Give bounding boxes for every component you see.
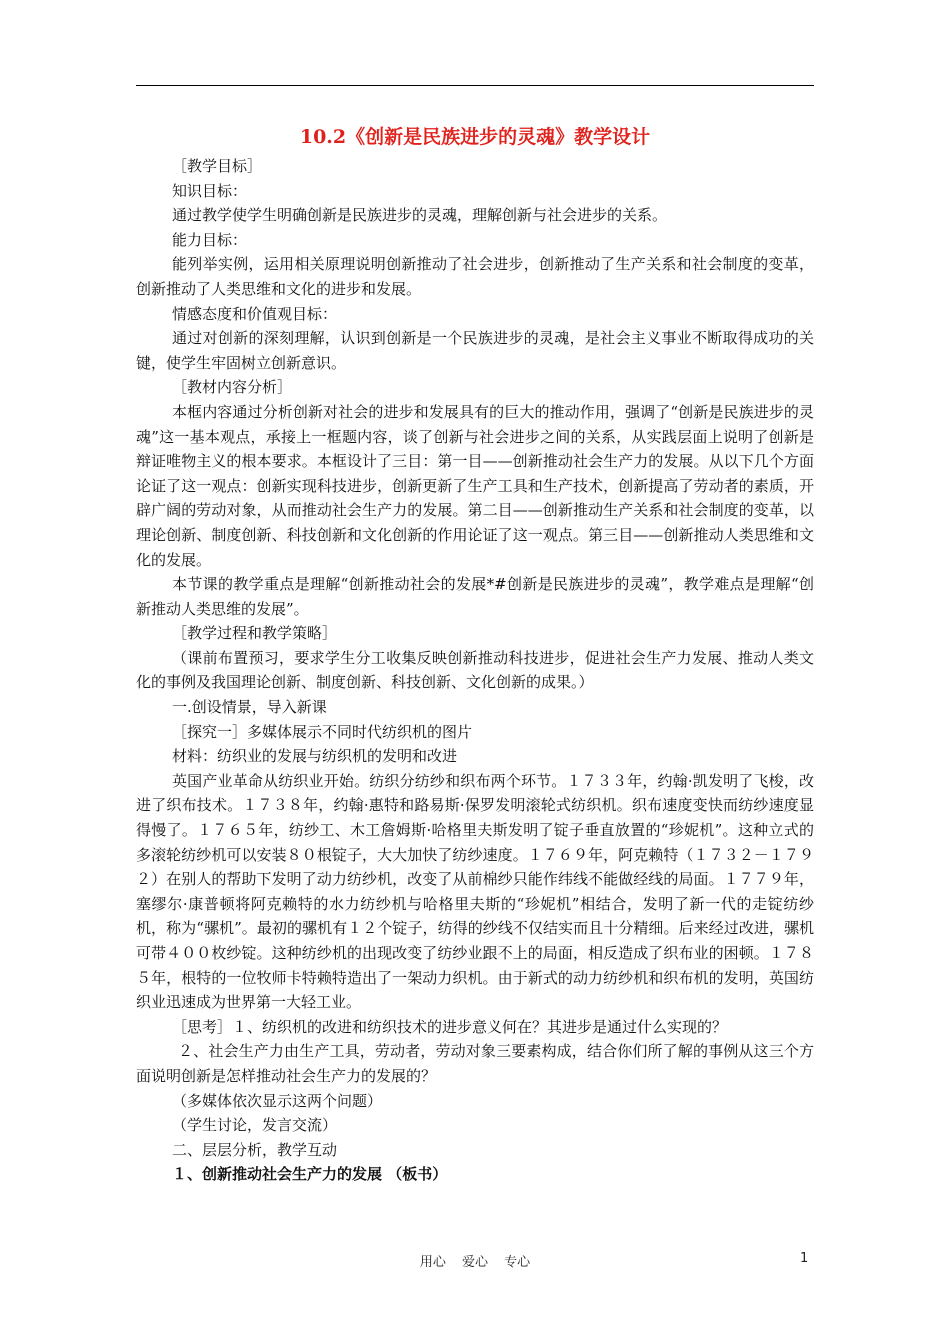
paragraph: （课前布置预习，要求学生分工收集反映创新推动科技进步，促进社会生产力发展、推动人类文化的事例及我国理论创新、制度创新、科技创新、文化创新的成果。） bbox=[136, 648, 814, 692]
footer-word-aixin: 爱心 bbox=[461, 1255, 488, 1270]
paragraph: ２、社会生产力由生产工具，劳动者，劳动对象三要素构成，结合你们所了解的事例从这三个方面说明创新是怎样推动社会生产力的发展的？ bbox=[136, 1042, 814, 1085]
footer-word-yongxin: 用心 bbox=[419, 1255, 446, 1270]
paragraph: １、创新推动社会生产力的发展 （板书） bbox=[172, 1165, 448, 1184]
paragraph: 情感态度和价值观目标： bbox=[172, 304, 338, 323]
document-body bbox=[136, 122, 814, 1187]
paragraph: 二、层层分析，教学互动 bbox=[172, 1140, 338, 1159]
paragraph: 材料：纺织业的发展与纺织机的发明和改进 bbox=[172, 747, 458, 766]
paragraph: 能列举实例，运用相关原理说明创新推动了社会进步，创新推动了生产关系和社会制度的变革，创新推动了人类思维和文化的进步和发展。 bbox=[136, 255, 814, 298]
document-title: 10.2《创新是民族进步的灵魂》教学设计 bbox=[299, 126, 651, 148]
paragraph: ［探究一］多媒体展示不同时代纺织机的图片 bbox=[172, 722, 473, 741]
paragraph: 通过对创新的深刻理解，认识到创新是一个民族进步的灵魂，是社会主义事业不断取得成功的关键，使学生牢固树立创新意识。 bbox=[136, 329, 814, 372]
page-number: 1 bbox=[800, 1251, 809, 1266]
paragraph: 一.创设情景，导入新课 bbox=[172, 698, 327, 717]
header-rule bbox=[136, 85, 814, 86]
paragraph: 本框内容通过分析创新对社会的进步和发展具有的巨大的推动作用，强调了“创新是民族进步的灵魂”这一基本观点，承接上一框题内容，谈了创新与社会进步之间的关系，从实践层面上说明了创新是辩证唯物主义的根本要求。本框设计了三目：第一目——创新推动社会生产力的发展。从以下几个方面论证了这一观点：创新实现科技进步，创新更新了生产工具和生产技术，创新提高了劳动者的素质，开辟广阔的劳动对象，从而推动社会生产力的发展。第二目——创新推动生产关系和社会制度的变革，以理论创新、制度创新、科技创新和文化创新的作用论证了这一观点。第三目——创新推动人类思维和文化的发展。 bbox=[136, 402, 814, 569]
paragraph-list bbox=[136, 154, 814, 1187]
paragraph: ［教材内容分析］ bbox=[172, 378, 293, 397]
footer-word-zhuanxin: 专心 bbox=[504, 1255, 531, 1270]
paragraph: 知识目标： bbox=[172, 181, 248, 200]
paragraph: ［教学过程和教学策略］ bbox=[172, 624, 338, 643]
paragraph: ［思考］１、纺织机的改进和纺织技术的进步意义何在？其进步是通过什么实现的？ bbox=[172, 1017, 728, 1036]
paragraph: ［教学目标］ bbox=[172, 157, 263, 175]
paragraph: 通过教学使学生明确创新是民族进步的灵魂，理解创新与社会进步的关系。 bbox=[172, 206, 668, 225]
paragraph: （学生讨论，发言交流） bbox=[172, 1116, 338, 1135]
paragraph: 能力目标： bbox=[172, 230, 248, 249]
paragraph: 英国产业革命从纺织业开始。纺织分纺纱和织布两个环节。１７３３年，约翰·凯发明了飞梭，改进了织布技术。１７３８年，约翰·惠特和路易斯·保罗发明滚轮式纺织机。织布速度变快而纺纱速度显得慢了。１７６５年，纺纱工、木工詹姆斯·哈格里夫斯发明了锭子垂直放置的“珍妮机”。这种立式的多滚轮纺纱机可以安装８０根锭子，大大加快了纺纱速度。１７６９年，阿克赖特（１７３２－１７９２）在别人的帮助下发明了动力纺纱机，改变了从前棉纱只能作纬线不能做经线的局面。１７７９年，塞缪尔·康普顿将阿克赖特的水力纺纱机与哈格里夫斯的“珍妮机”相结合，发明了新一代的走锭纺纱机，称为“骡机”。最初的骡机有１２个锭子，纺得的纱线不仅结实而且十分精细。后来经过改进，骡机可带４００枚纱锭。这种纺纱机的出现改变了纺纱业跟不上的局面，相反造成了织布业的困顿。１７８５年，根特的一位牧师卡特赖特造出了一架动力织机。由于新式的动力纺纱机和织布机的发明，英国纺织业迅速成为世界第一大轻工业。 bbox=[136, 771, 814, 1012]
paragraph: 本节课的教学重点是理解“创新推动社会的发展*#创新是民族进步的灵魂”，教学难点是理解“创新推动人类思维的发展”。 bbox=[136, 575, 814, 618]
paragraph: （多媒体依次显示这两个问题） bbox=[172, 1091, 383, 1110]
